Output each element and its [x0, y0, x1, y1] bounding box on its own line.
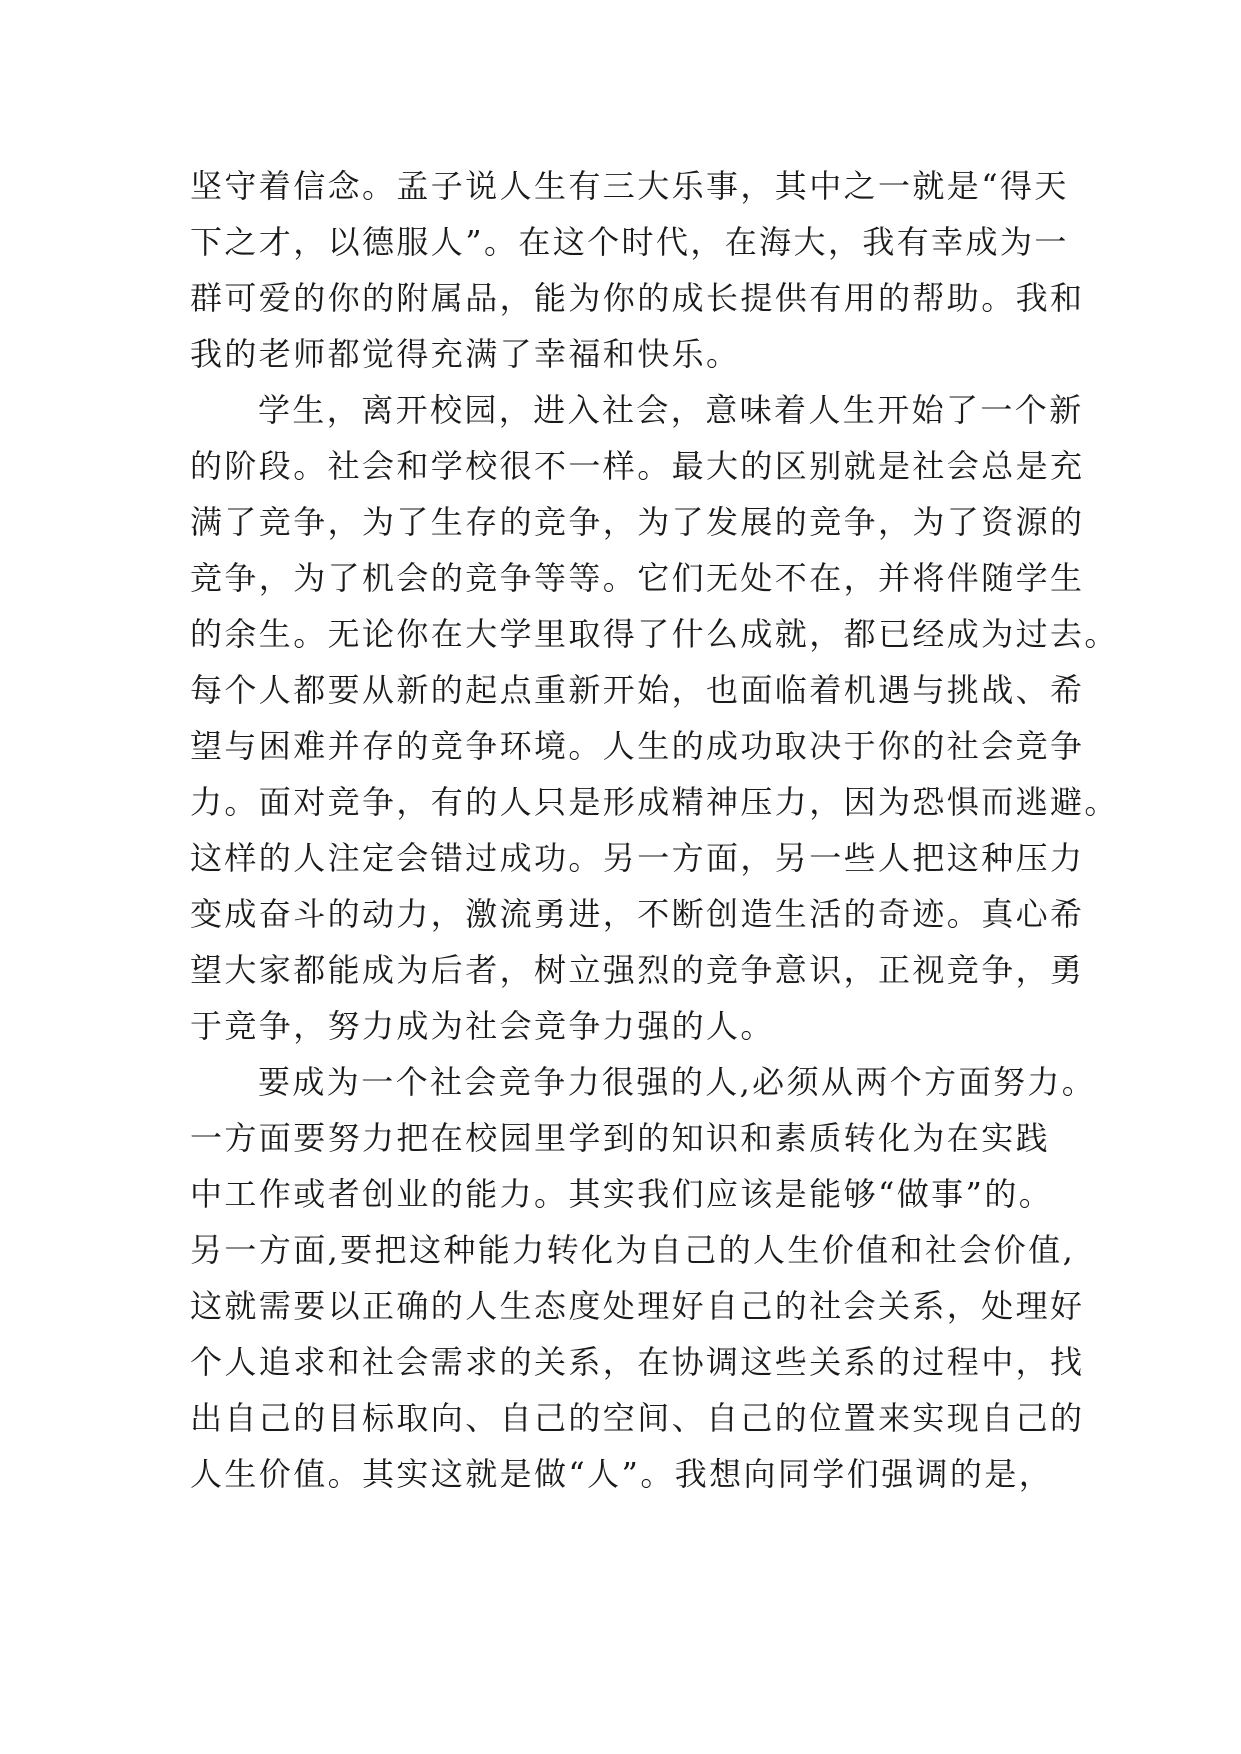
text-line: 下之才，以德服人”。在这个时代，在海大，我有幸成为一 [190, 223, 1069, 261]
text-line: 个人追求和社会需求的关系，在协调这些关系的过程中，找 [190, 1343, 1085, 1381]
text-line: 力。面对竞争，有的人只是形成精神压力，因为恐惧而逃避。 [190, 783, 1119, 821]
text-line: 于竞争，努力成为社会竞争力强的人。 [190, 1007, 775, 1045]
text-line: 我的老师都觉得充满了幸福和快乐。 [190, 335, 741, 373]
text-line: 望与困难并存的竞争环境。人生的成功取决于你的社会竞争 [190, 727, 1085, 765]
text-line: 这样的人注定会错过成功。另一方面，另一些人把这种压力 [190, 839, 1085, 877]
body-text [190, 158, 1119, 1502]
text-line: 每个人都要从新的起点重新开始，也面临着机遇与挑战、希 [190, 671, 1085, 709]
text-line: 人生价值。其实这就是做“人”。我想向同学们强调的是， [190, 1455, 1054, 1493]
text-line: 一方面要努力把在校园里学到的知识和素质转化为在实践 [190, 1119, 1051, 1157]
text-line: 另一方面,要把这种能力转化为自己的人生价值和社会价值, [190, 1231, 1076, 1269]
text-line: 群可爱的你的附属品，能为你的成长提供有用的帮助。我和 [190, 279, 1085, 317]
text-line: 的余生。无论你在大学里取得了什么成就，都已经成为过去。 [190, 615, 1119, 653]
text-line: 中工作或者创业的能力。其实我们应该是能够“做事”的。 [190, 1175, 1054, 1213]
text-line: 变成奋斗的动力，激流勇进，不断创造生活的奇迹。真心希 [190, 895, 1085, 933]
text-line: 出自己的目标取向、自己的空间、自己的位置来实现自己的 [190, 1399, 1085, 1437]
text-line: 的阶段。社会和学校很不一样。最大的区别就是社会总是充 [190, 447, 1085, 485]
text-line: 竞争，为了机会的竞争等等。它们无处不在，并将伴随学生 [190, 559, 1085, 597]
paragraph-first-line: 要成为一个社会竞争力很强的人,必须从两个方面努力。 [258, 1063, 1097, 1101]
text-line: 满了竞争，为了生存的竞争，为了发展的竞争，为了资源的 [190, 503, 1085, 541]
text-line: 这就需要以正确的人生态度处理好自己的社会关系，处理好 [190, 1287, 1085, 1325]
text-line: 坚守着信念。孟子说人生有三大乐事，其中之一就是“得天 [190, 167, 1069, 205]
paragraph-first-line: 学生，离开校园，进入社会，意味着人生开始了一个新 [258, 391, 1084, 429]
text-line: 望大家都能成为后者，树立强烈的竞争意识，正视竞争，勇 [190, 951, 1085, 989]
